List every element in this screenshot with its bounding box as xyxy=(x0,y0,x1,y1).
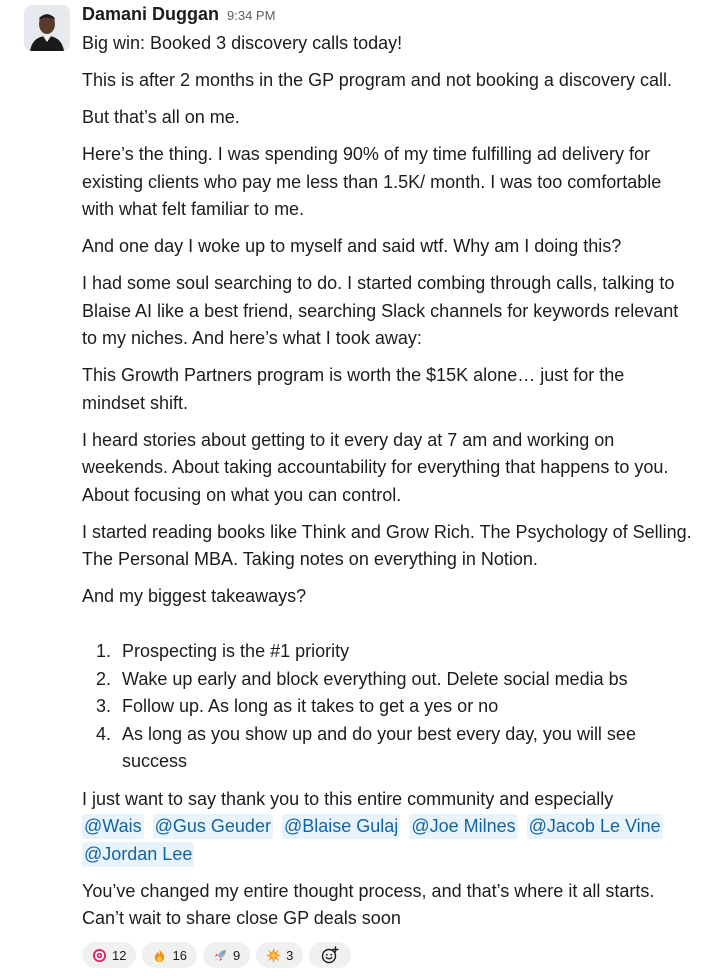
author-name[interactable]: Damani Duggan xyxy=(82,4,220,24)
list-item: 1. Prospecting is the #1 priority xyxy=(116,638,692,666)
mention-jordan-lee[interactable]: @Jordan Lee xyxy=(82,842,194,867)
mention-wais[interactable]: @Wais xyxy=(82,814,144,839)
list-item: 3. Follow up. As long as it takes to get a yes or no xyxy=(116,693,692,721)
closing-paragraph: You’ve changed my entire thought process, and that’s where it all starts. Can’t wait to share close GP deals soon xyxy=(82,880,655,928)
list-item: 4. As long as you show up and do your best every day, you will see success xyxy=(116,721,692,776)
avatar[interactable] xyxy=(24,5,70,51)
takeaways-list xyxy=(82,638,692,776)
message-paragraph: I heard stories about getting to it every day at 7 am and working on weekends. About taking accountability for everything that happens to you. About focusing on what you can control. xyxy=(82,429,669,505)
message-paragraph: This Growth Partners program is worth the $15K alone… just for the mindset shift. xyxy=(82,365,625,413)
rocket-icon xyxy=(213,948,228,963)
reactions-bar xyxy=(82,942,351,968)
bullseye-icon xyxy=(92,948,107,963)
reaction-bullseye[interactable] xyxy=(82,942,136,968)
message-body xyxy=(82,30,692,933)
message-paragraph: Big win: Booked 3 discovery calls today! xyxy=(82,33,403,53)
reaction-count: 12 xyxy=(112,947,127,963)
add-emoji-icon xyxy=(321,946,339,964)
message-paragraph: But that’s all on me. xyxy=(82,107,240,127)
reaction-collision[interactable] xyxy=(256,942,303,968)
message-header xyxy=(82,0,692,30)
message-paragraph: Here’s the thing. I was spending 90% of my time fulfilling ad delivery for existing clients who pay me less than 1.5K/ month. I was too comfortable with what felt familiar to me. xyxy=(82,144,662,219)
message-paragraph: This is after 2 months in the GP program and not booking a discovery call. xyxy=(82,70,672,90)
avatar-image xyxy=(24,5,70,51)
reaction-count: 9 xyxy=(232,947,241,963)
reaction-count: 16 xyxy=(172,947,187,963)
mention-jacob-le-vine[interactable]: @Jacob Le Vine xyxy=(527,814,663,839)
fire-icon xyxy=(152,948,167,963)
reaction-rocket[interactable] xyxy=(203,942,250,968)
message xyxy=(82,0,692,933)
mention-blaise-gulaj[interactable]: @Blaise Gulaj xyxy=(282,814,400,839)
message-paragraph: I had some soul searching to do. I started combing through calls, talking to Blaise AI like a best friend, searching Slack channels for keywords relevant to my niches. And here’s what I took away: xyxy=(82,273,679,348)
mention-gus-geuder[interactable]: @Gus Geuder xyxy=(153,814,273,839)
thanks-text: I just want to say thank you to this entire community and especially xyxy=(82,788,614,809)
message-paragraph: And my biggest takeaways? xyxy=(82,586,307,606)
timestamp[interactable]: 9:34 PM xyxy=(227,8,276,23)
reaction-count: 3 xyxy=(286,947,294,963)
list-item: 2. Wake up early and block everything out. Delete social media bs xyxy=(116,666,692,694)
collision-icon xyxy=(266,948,281,963)
message-paragraph: And one day I woke up to myself and said wtf. Why am I doing this? xyxy=(82,236,622,256)
add-reaction-button[interactable] xyxy=(309,942,351,968)
thanks-paragraph xyxy=(82,786,692,869)
mention-joe-milnes[interactable]: @Joe Milnes xyxy=(409,814,517,839)
message-paragraph: I started reading books like Think and Grow Rich. The Psychology of Selling. The Personal MBA. Taking notes on everything in Notion. xyxy=(82,521,692,569)
reaction-fire[interactable] xyxy=(142,942,196,968)
